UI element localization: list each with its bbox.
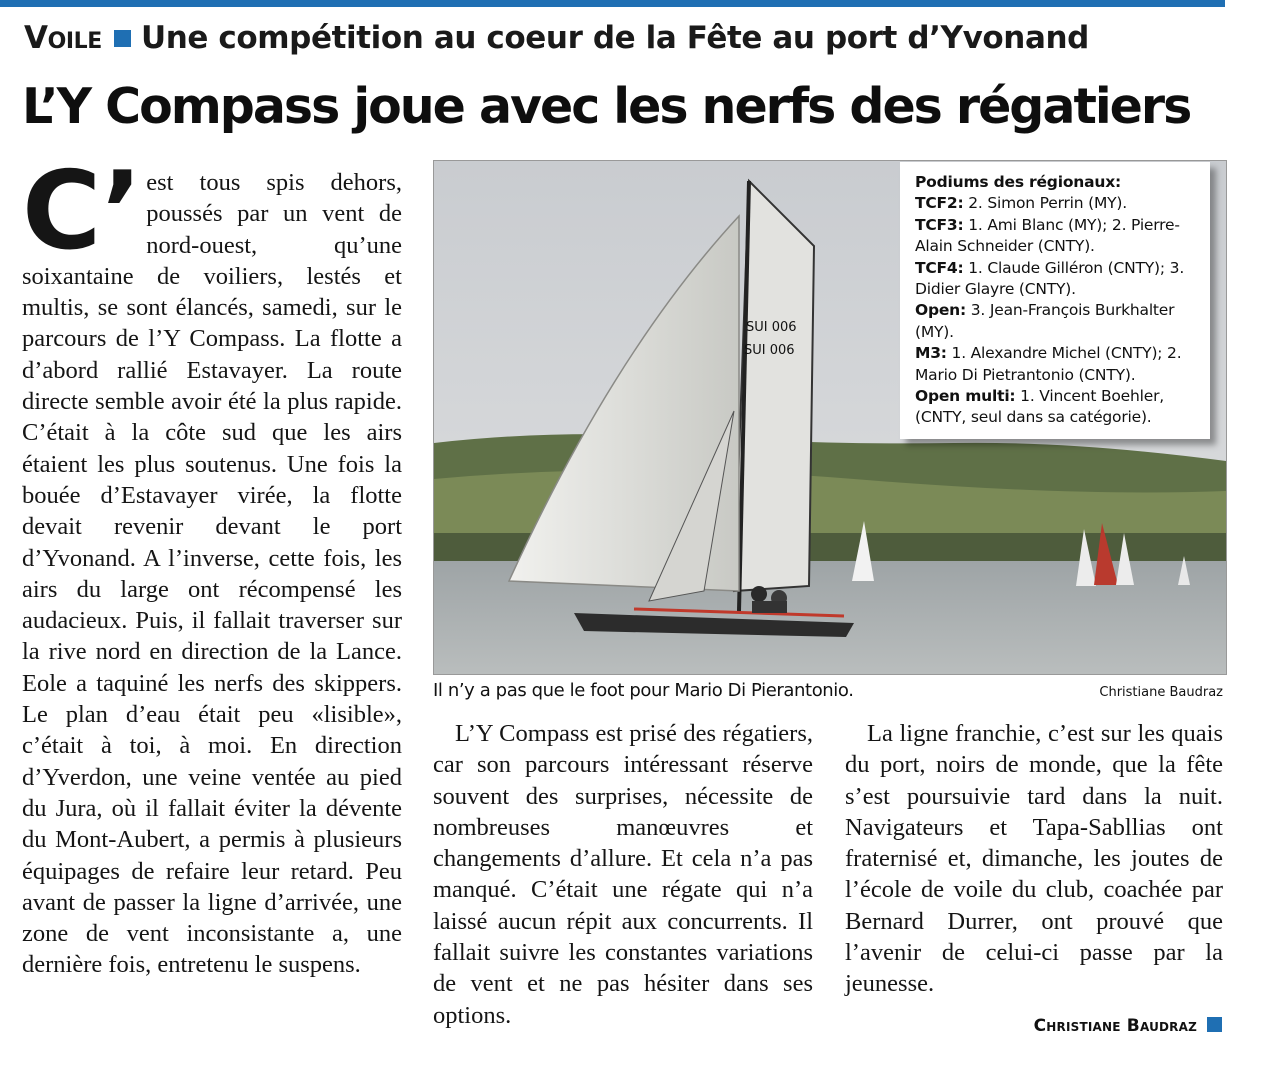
rubric-square-icon bbox=[114, 30, 131, 47]
kicker-text: Une compétition au coeur de la Fête au port d’Yvonand bbox=[140, 20, 1089, 56]
headline: L’Y Compass joue avec les nerfs des régatiers bbox=[22, 78, 1191, 135]
article-column-1 bbox=[22, 149, 402, 981]
article-column-2: L’Y Compass est prisé des régatiers, car son parcours intéressant réserve souvent des surprises, nécessite de nombreuses manœuvres et changements d’allure. Et cela n’a pas manqué. C’était une régate qui n’a laissé aucun répit aux concurrents. Il fallait suivre les constantes variations de vent et ne pas hésiter dans ses options. bbox=[433, 720, 813, 1029]
article-text-1: est tous spis dehors, poussés par un vent de nord-ouest, qu’une soixantaine de voiliers, lestés et multis, se sont élancés, samedi, sur le parcours de l’Y Compass. La flotte a d’abord rallié Estavayer. La route directe semble avoir été la plus rapide. C’était à la côte sud que les airs étaient les plus soutenus. Une fois la bouée d’Estavayer virée, la flotte devait revenir devant le port d’Yvonand. A l’inverse, cette fois, les airs du large ont récompensé les audacieux. Puis, il fallait traverser sur la rive nord en direction de la Lance. Eole a taquiné les nerfs des skippers. Le plan d’eau était peu «lisible», c’était à toi, à moi. En direction d’Yverdon, une veine ventée au pied du Jura, où il fallait éviter la dévente du Mont-Aubert, a permis à plusieurs équipages de refaire leur retard. Peu avant de passer la ligne d’arrivée, une zone de vent inconsistante a, une dernière fois, entretenu le suspens. bbox=[22, 169, 402, 979]
kicker bbox=[24, 20, 1089, 56]
podium-entry: TCF4: 1. Claude Gilléron (CNTY); 3. Didier Glayre (CNTY). bbox=[915, 258, 1185, 299]
top-accent-bar bbox=[0, 0, 1225, 7]
author-signature bbox=[1034, 1016, 1222, 1036]
podium-entry: TCF3: 1. Ami Blanc (MY); 2. Pierre-Alain Schneider (CNTY). bbox=[915, 215, 1180, 256]
podium-entry: M3: 1. Alexandre Michel (CNTY); 2. Mario Di Pietrantonio (CNTY). bbox=[915, 344, 1182, 384]
podium-entry: Open multi: 1. Vincent Boehler, (CNTY, seul dans sa catégorie). bbox=[915, 387, 1164, 427]
photo-caption: Il n’y a pas que le foot pour Mario Di Pierantonio. bbox=[433, 680, 854, 701]
article-column-3: La ligne franchie, c’est sur les quais du port, noirs de monde, que la fête s’est poursuivie tard dans la nuit. Navigateurs et Tapa-Sabllias ont fraternisé et, dimanche, les joutes de l’école de voile du club, coachée par Bernard Durrer, ont prouvé que l’avenir de celui-ci passe par la jeunesse. bbox=[845, 720, 1223, 998]
photo-credit: Christiane Baudraz bbox=[1099, 685, 1223, 700]
dropcap: C’ bbox=[22, 149, 139, 274]
rubric-label: Voile bbox=[24, 20, 102, 56]
end-square-icon bbox=[1207, 1017, 1222, 1032]
author-name: Christiane Baudraz bbox=[1033, 1016, 1197, 1036]
podiums-box bbox=[900, 162, 1210, 439]
svg-text:SUI 006: SUI 006 bbox=[746, 320, 797, 335]
podiums-title: Podiums des régionaux: bbox=[915, 173, 1121, 191]
podium-entry: TCF2: 2. Simon Perrin (MY). bbox=[915, 194, 1127, 213]
podium-entry: Open: 3. Jean-François Burkhalter (MY). bbox=[915, 301, 1175, 341]
svg-text:SUI 006: SUI 006 bbox=[744, 343, 795, 358]
